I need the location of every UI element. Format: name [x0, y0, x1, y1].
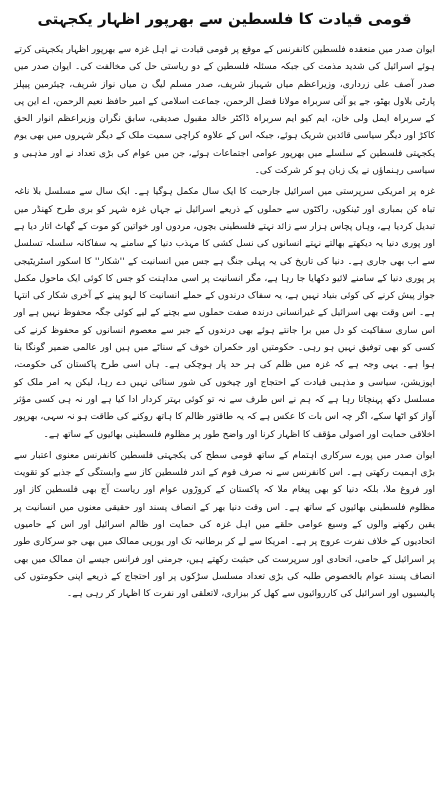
- article: [14, 8, 435, 801]
- article-paragraph-3: [14, 448, 435, 604]
- article-headline: قومی قیادت کا فلسطین سے بھرپور اظہار یکجہتی: [37, 10, 412, 28]
- article-paragraph-1: [14, 42, 435, 180]
- paragraph-text: غزہ پر امریکی سرپرستی میں اسرائیل جارحیت کا ایک سال مکمل ہوگیا ہے۔ ایک سال سے مسلسل بلا ناغہ تباہ کن بمباری اور ٹینکوں، راکٹوں سے حملوں کے ذریعے اسرائیل نے جہاں غزہ شہر کو بری طرح کھنڈر میں تبدیل کردیا ہے، وہاں پچاس ہزار سے زائد نہتے فلسطینی بچوں، مردوں اور خواتین کو موت کے گھاٹ اتار دیا ہے اور پوری دنیا یہ دیکھتے بھالتے نہتے انسانوں کی نسل کشی کا مہذب دنیا کے سامنے یہ سفاکانہ سلسلہ تسلسل سے اب بھی جاری ہے۔ دنیا کی تاریخ کی یہ پہلی جنگ ہے جس میں انسانیت کے ''شکار'' کا اسکور اسٹریٹیجی پر پوری دنیا کے سامنے لائیو دکھایا جا رہا ہے، مگر انسانیت پر اسی مداہنت کو جس کا کوئی ایک ماحول مکمل جواز پیش کرنے کی کوئی بنیاد نہیں ہے، یہ سفاک درندوں کے حملے انسانیت کا لہو پینے کے آخری شکار کی انتہا ہے۔ اس وقت بھی اسرائیل کے غیرانسانی درندہ صفت حملوں سے بچنے کے لیے کوئی جگہ محفوظ نہیں ہے اور اس ساری سفاکیت کو دل میں برا جانتے ہوئے بھی درندوں کے جبر سے معصوم انسانوں کو محفوظ کرنے کی کسی کو بھی توفیق نہیں ہو رہی۔ حکومتیں اور حکمران خوف کے سناٹے میں ہیں اور عالمی ضمیر گونگا بنا ہوا ہے۔ یہی وجہ ہے کہ غزہ میں ظلم کی ہر حد پار ہوچکی ہے۔ ہاں اسی طرح پاکستان کی حکومت، اپوزیشن، سیاسی و مذہبی قیادت کے احتجاج اور چیخوں کی شور سنائی نہیں دے رہا، لیکن یہ امر ملک کو مسلسل دکھ پہنچاتا رہا ہے کہ ہم نے اس طرف سے نہ تو کوئی بہتر کردار ادا کیا ہے اور نہ ہی کسی مؤثر آواز کو اٹھا سکے، اگر چہ اس بات کا عکس ہے کہ یہ طاقتور ظالم کا ہاتھ روکنے کی طاقت ہو نہ سہی، بھرپور اخلاقی حمایت اور اصولی مؤقف کا اظہار کرنا اور واضح طور پر مظلوم فلسطینی بھائیوں کے ساتھ ہے۔: [14, 187, 435, 440]
- article-paragraph-2: [14, 184, 435, 443]
- paragraph-text: ایوان صدر میں منعقدہ فلسطین کانفرنس کے موقع پر قومی قیادت نے اہل غزہ سے بھرپور اظہار یکجہتی کرتے ہوئے اسرائیل کی شدید مذمت کی جبکہ مسئلہ فلسطین کے دو ریاستی حل کی مخالفت کی۔ ایوان صدر میں صدر آصف علی زرداری، وزیراعظم میاں شہباز شریف، صدر مسلم لیگ ن میاں نواز شریف، چیئرمین پیپلز پارٹی بلاول بھٹو، جے یو آئی سربراہ مولانا فضل الرحمن، جماعت اسلامی کے امیر حافظ نعیم الرحمن، اے این پی کے سربراہ ایمل ولی خان، ایم کیو ایم سربراہ ڈاکٹر خالد مقبول صدیقی، سابق نگران وزیراعظم انوار الحق کاکڑ اور دیگر سیاسی قائدین شریک ہوئے، جبکہ اس کے علاوہ کراچی سمیت ملک کے دیگر شہروں میں بھی یوم یکجہتی فلسطین کے سلسلے میں بھرپور عوامی اجتماعات ہوئے، جن میں عوام کی بڑی تعداد نے اور مذہبی و سیاسی رہنماؤں نے یک زبان ہو کر شرکت کی۔: [14, 45, 435, 177]
- paragraph-text: ایوان صدر میں پورے سرکاری اہتمام کے ساتھ قومی سطح کی یکجہتی فلسطین کانفرنس معنوی اعتبار سے بڑی اہمیت رکھتی ہے۔ اس کانفرنس سے نہ صرف قوم کے اندر فلسطین کاز سے وابستگی کے جذبے کو تقویت اور فروغ ملا، بلکہ دنیا کو بھی پیغام ملا کہ پاکستان کے کروڑوں عوام اور ریاست آج بھی فلسطین کاز اور مظلوم فلسطینی بھائیوں کے ساتھ ہے۔ اس وقت دنیا بھر کے انصاف پسند اور حقیقی معنوں میں انسانیت پر یقین رکھنے والوں کے وسیع عوامی حلقے میں اہل غزہ کی حمایت اور ظالم اسرائیل اور اس کے حامیوں اتحادیوں کے خلاف نفرت عروج پر ہے۔ امریکا سے لے کر برطانیہ تک اور یورپی ممالک میں بھی جو سرکاری طور پر اسرائیل کے حامی، اتحادی اور سرپرست کی حیثیت رکھتے ہیں، جرمنی اور فرانس جیسے ان ممالک میں بھی انصاف پسند عوام بالخصوص طلبہ کی بڑی تعداد مسلسل سڑکوں پر اور احتجاج کے ذریعے اپنی حکومتوں کی پالیسیوں اور اسرائیل کی کارروائیوں سے کھل کر بیزاری، لاتعلقی اور نفرت کا اظہار کر رہی ہے۔: [14, 450, 435, 600]
